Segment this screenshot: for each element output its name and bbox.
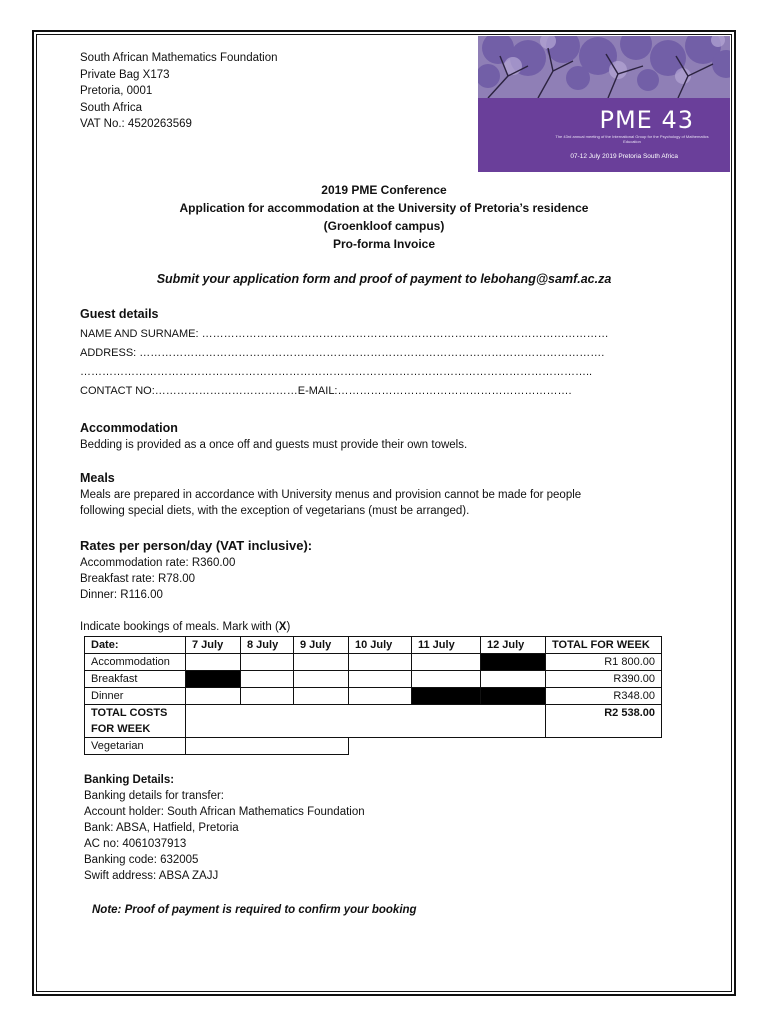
contact-email-field-line: CONTACT NO:…………………………………E-MAIL:………………………………………………………. — [80, 385, 572, 397]
accommodation-heading: Accommodation — [80, 421, 178, 435]
unavailable-cell — [412, 688, 481, 705]
document-campus: (Groenkloof campus) — [323, 219, 445, 233]
banner-title: PME 43 — [599, 106, 694, 134]
guest-details-heading: Guest details — [80, 307, 159, 321]
row-label: Breakfast — [85, 671, 186, 688]
row-total: R390.00 — [546, 671, 662, 688]
booking-cell[interactable] — [412, 654, 481, 671]
header-day: 11 July — [412, 637, 481, 654]
unavailable-cell — [481, 654, 546, 671]
booking-cell[interactable] — [241, 671, 294, 688]
header-total: TOTAL FOR WEEK — [546, 637, 662, 654]
accommodation-text: Bedding is provided as a once off and guests must provide their own towels. — [80, 439, 468, 451]
booking-cell[interactable] — [349, 654, 412, 671]
booking-cell[interactable] — [481, 671, 546, 688]
booking-cell[interactable] — [186, 688, 241, 705]
banking-heading: Banking Details: — [84, 774, 175, 786]
account-number: AC no: 4061037913 — [84, 838, 187, 850]
row-total: R1 800.00 — [546, 654, 662, 671]
total-label: TOTAL COSTS FOR WEEK — [85, 705, 186, 738]
header-date: Date: — [85, 637, 186, 654]
document-title: 2019 PME Conference — [321, 183, 447, 197]
vegetarian-cell[interactable] — [186, 738, 349, 755]
row-label: Accommodation — [85, 654, 186, 671]
grand-total: R2 538.00 — [546, 705, 662, 738]
table-header-row — [85, 637, 662, 654]
address-line: Private Bag X173 — [80, 68, 170, 81]
document-type: Pro-forma Invoice — [332, 237, 436, 251]
conference-banner — [478, 36, 730, 172]
meals-text: Meals are prepared in accordance with University menus and provision cannot be made for people — [80, 489, 582, 501]
accommodation-rate: Accommodation rate: R360.00 — [80, 557, 236, 569]
rates-heading: Rates per person/day (VAT inclusive): — [80, 538, 313, 553]
name-field-line: NAME AND SURNAME: ………………………………………………………………………………………………… — [80, 328, 609, 340]
banner-subtitle: The 43rd annual meeting of the International Group for the Psychology of Mathematics Education — [555, 134, 709, 144]
table-row — [85, 654, 662, 671]
booking-cell[interactable] — [412, 671, 481, 688]
booking-instruction: Indicate bookings of meals. Mark with (X) — [80, 621, 291, 633]
unavailable-cell — [186, 671, 241, 688]
table-row — [85, 738, 662, 755]
booking-cell[interactable] — [349, 671, 412, 688]
address-field-continuation: ………………………………………………………………………………………………………………………….. — [80, 366, 593, 378]
breakfast-rate: Breakfast rate: R78.00 — [80, 573, 196, 585]
booking-cell[interactable] — [241, 688, 294, 705]
table-row — [85, 671, 662, 688]
account-holder: Account holder: South African Mathematics Foundation — [84, 806, 365, 818]
header-day: 9 July — [294, 637, 349, 654]
row-total: R348.00 — [546, 688, 662, 705]
meal-booking-table — [84, 636, 662, 755]
vat-number: VAT No.: 4520263569 — [80, 118, 192, 130]
bank-name: Bank: ABSA, Hatfield, Pretoria — [84, 822, 239, 834]
submission-instruction: Submit your application form and proof of payment to lebohang@samf.ac.za — [156, 272, 612, 286]
header-day: 8 July — [241, 637, 294, 654]
banking-code: Banking code: 632005 — [84, 854, 199, 866]
meals-text: following special diets, with the exception of vegetarians (must be arranged). — [80, 505, 470, 517]
booking-cell[interactable] — [294, 688, 349, 705]
header-day: 7 July — [186, 637, 241, 654]
address-field-line: ADDRESS: ………………………………………………………………………………………………………………. — [80, 347, 605, 359]
payment-note: Note: Proof of payment is required to confirm your booking — [92, 904, 417, 916]
banking-line: Banking details for transfer: — [84, 790, 224, 802]
unavailable-cell — [481, 688, 546, 705]
booking-cell[interactable] — [349, 688, 412, 705]
header-day: 12 July — [481, 637, 546, 654]
header-day: 10 July — [349, 637, 412, 654]
table-total-row — [85, 705, 662, 738]
booking-cell[interactable] — [294, 671, 349, 688]
row-label: Vegetarian — [85, 738, 186, 755]
booking-cell[interactable] — [294, 654, 349, 671]
address-line: Pretoria, 0001 — [80, 85, 153, 97]
row-label: Dinner — [85, 688, 186, 705]
empty-cell — [349, 738, 662, 755]
total-spacer — [186, 705, 546, 738]
address-line: South Africa — [80, 101, 143, 114]
address-line: South African Mathematics Foundation — [80, 52, 278, 64]
booking-cell[interactable] — [241, 654, 294, 671]
meals-heading: Meals — [80, 471, 115, 485]
table-row — [85, 688, 662, 705]
swift-address: Swift address: ABSA ZAJJ — [84, 870, 219, 882]
banner-date: 07-12 July 2019 Pretoria South Africa — [570, 153, 678, 160]
booking-cell[interactable] — [186, 654, 241, 671]
sender-address — [80, 50, 278, 133]
dinner-rate: Dinner: R116.00 — [80, 589, 163, 601]
document-subtitle: Application for accommodation at the University of Pretoria’s residence — [179, 201, 589, 215]
jacaranda-tree-illustration — [478, 36, 730, 172]
